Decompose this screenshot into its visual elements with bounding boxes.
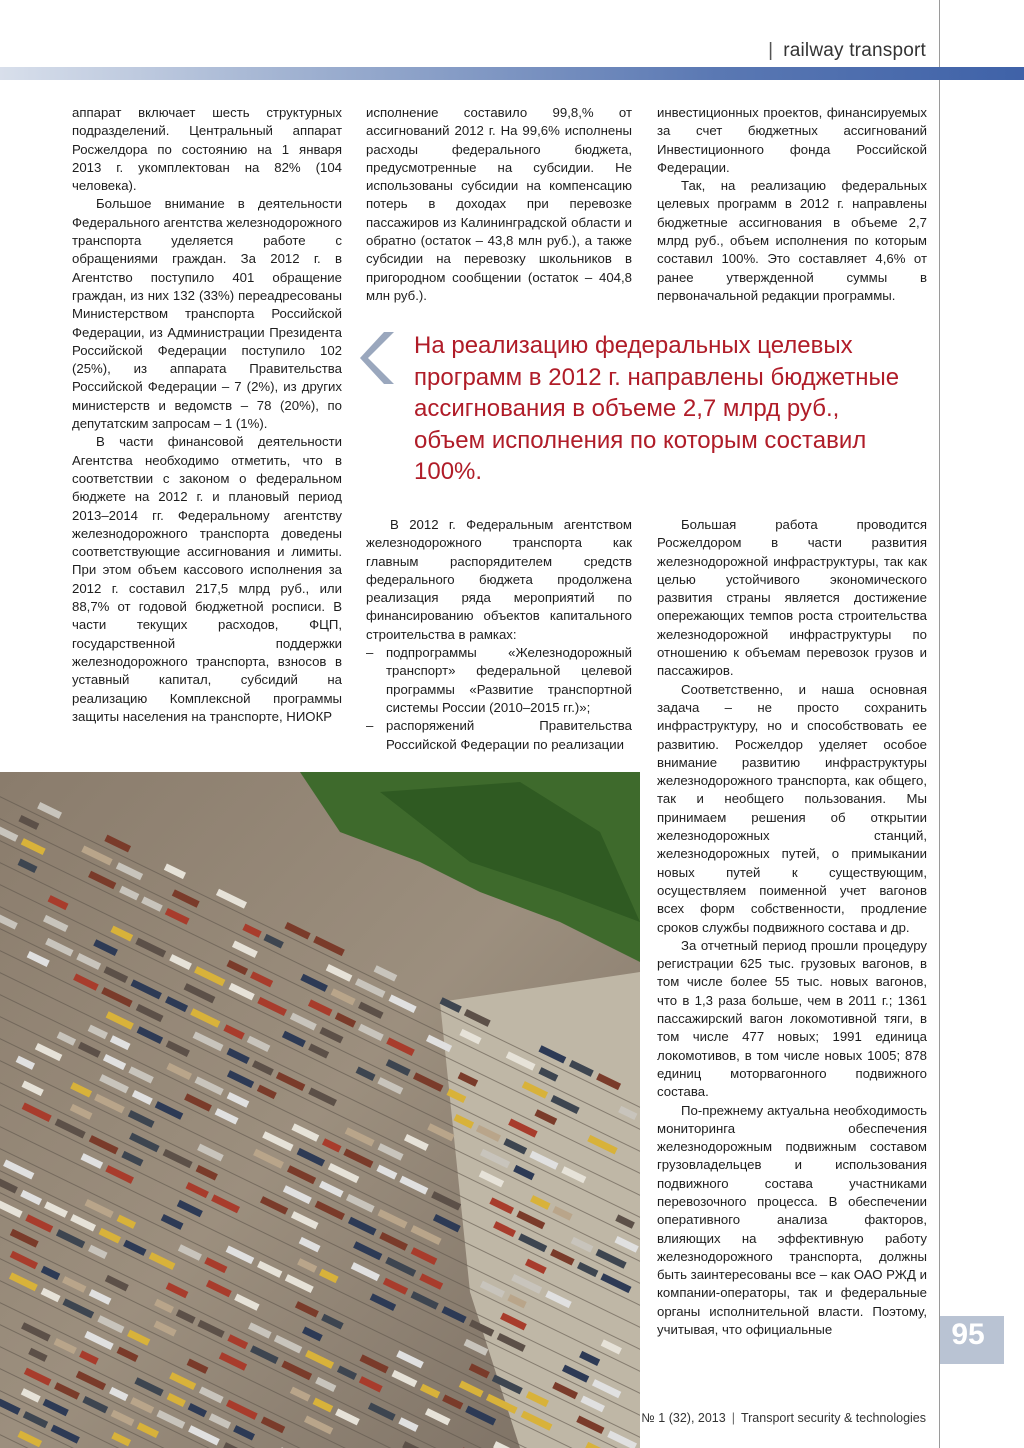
header-divider: | bbox=[768, 40, 774, 61]
paragraph: Большое внимание в деятельности Федерального агентства железнодорожного транспорта уделяется работе с обращениями граждан. За 2012 г. в Агентство поступило 401 обращение граждан, из них 132 (33%) переадресованы Министерством транспорта Российской Федерации, из Администрации Президента Российской Федерации поступило 102 (25%), из аппарата Правительства Российской Федерации – 7 (2%), из других министерств и ведомств – 78 (20%), по депутатским запросам – 1 (1%). bbox=[72, 196, 342, 432]
journal-name: Transport security & technologies bbox=[740, 1411, 926, 1425]
paragraph: В 2012 г. Федеральным агентством железнодорожного транспорта как главным распорядителем средств федерального бюджета продолжена реализация ряда мероприятий по финансированию объектов капитального строительства в рамках: bbox=[366, 517, 632, 642]
list-item: – распоряжений Правительства Российской Федерации по реализации bbox=[366, 717, 632, 754]
bullet-list bbox=[366, 644, 632, 754]
paragraph: Соответственно, и наша основная задача – не просто сохранить инфраструктуру, но и способствовать ее развитию. Росжелдор уделяет особое внимание развитию инфраструктуры железнодорожного транспорта, как общего, так и необщего пользования. Мы принимаем решения об открытии железнодорожных станций, железнодорожных путей, о примыкании новых путей к существующим, осуществляем поименной учет вагонов всех форм собственности, продление сроков службы подвижного состава и др. bbox=[657, 681, 927, 935]
footer-divider: | bbox=[731, 1411, 735, 1425]
paragraph: По-прежнему актуальна необходимость мониторинга обеспечения железнодорожным подвижным составом грузовладельцев и использования подвижного состава участниками перевозочного процесса. В обеспечении оперативного анализа факторов, влияющих на эффективную работу железнодорожного транспорта, должны быть заинтересованы все – как ОАО РЖД и компании-операторы, так и федеральные органы исполнительной власти. Поэтому, учитывая, что официальные bbox=[657, 1102, 927, 1338]
page-number-box bbox=[940, 1316, 1004, 1364]
paragraph: За отчетный период прошли процедуру регистрации 625 тыс. грузовых вагонов, в том числе более 55 тыс. новых вагонов, что в 1,3 раза больше, чем в 2011 г.; 1361 пассажирский вагон локомотивной тяги, в том числе 477 новых; 1991 единица локомотивов, в том числе новых 1005; 878 единиц моторвагонного подвижного состава. bbox=[657, 937, 927, 1100]
section-header bbox=[768, 40, 926, 62]
header-color-band bbox=[0, 67, 1024, 80]
pull-quote: На реализацию федеральных целевых программ в 2012 г. направлены бюджетные ассигнования в объеме 2,7 млрд руб., объем исполнения по которым составил 100%. bbox=[414, 332, 900, 485]
paragraph: Большая работа проводится Росжелдором в части развития железнодорожной инфраструктуры, так как целью устойчивого экономического развития страны является достижение опережающих темпов роста строительства железнодорожной инфраструктуры по отношению к объемам перевозок грузов и пассажиров. bbox=[657, 517, 927, 679]
paragraph: аппарат включает шесть структурных подразделений. Центральный аппарат Росжелдора по состоянию на 1 января 2013 г. укомплектован на 82% (104 человека). bbox=[72, 105, 342, 194]
issue-info: № 1 (32), 2013 bbox=[641, 1411, 726, 1425]
paragraph: Так, на реализацию федеральных целевых программ в 2012 г. направлены бюджетные ассигнования в объеме 2,7 млрд руб., объем исполнения по которым составил 100%. Это составляет 4,6% от ранее утвержденной суммы в первоначальной редакции программы. bbox=[657, 178, 927, 303]
paragraph: В части финансовой деятельности Агентства необходимо отметить, что в соответствии с законом о федеральном бюджете на 2012 г. и плановый период 2013–2014 гг. Федеральному агентству железнодорожного транспорта доведены соответствующие ассигнования и лимиты. При этом объем кассового исполнения за 2012 г. составил 217,5 млрд руб., или 88,7% от годовой бюджетной росписи. В части текущих расходов, ФЦП, государственной поддержки железнодорожного транспорта, взносов в уставный капитал, субсидий на реализацию Комплексной программы защиты населения на транспорте, НИОКР bbox=[72, 434, 342, 724]
quote-chevron-icon bbox=[360, 330, 400, 386]
text-column-1 bbox=[72, 104, 342, 726]
text-column-3 bbox=[657, 104, 927, 305]
section-title: railway transport bbox=[783, 40, 926, 61]
right-margin-rule bbox=[939, 0, 940, 1448]
text-column-2 bbox=[366, 104, 632, 305]
footer bbox=[641, 1411, 926, 1425]
text-column-4 bbox=[366, 516, 632, 754]
page-number: 95 bbox=[951, 1318, 985, 1351]
rail-yard-photo bbox=[0, 772, 640, 1448]
paragraph: исполнение составило 99,8,% от ассигнований 2012 г. На 99,6% исполнены расходы федерального бюджета, предусмотренные на субсидии. Не использованы субсидии на компенсацию потерь в доходах при перевозке пассажиров из Калининградской области и обратно (остаток – 43,8 млн руб.), а также субсидии на перевозку школьников в пригородном сообщении (остаток – 404,8 млн руб.). bbox=[366, 105, 632, 303]
text-column-5 bbox=[657, 516, 927, 1339]
list-item: – подпрограммы «Железнодорожный транспорт» федеральной целевой программы «Развитие транспортной системы России (2010–2015 гг.)»; bbox=[366, 644, 632, 717]
paragraph: инвестиционных проектов, финансируемых за счет бюджетных ассигнований Инвестиционного фонда Российской Федерации. bbox=[657, 105, 927, 175]
